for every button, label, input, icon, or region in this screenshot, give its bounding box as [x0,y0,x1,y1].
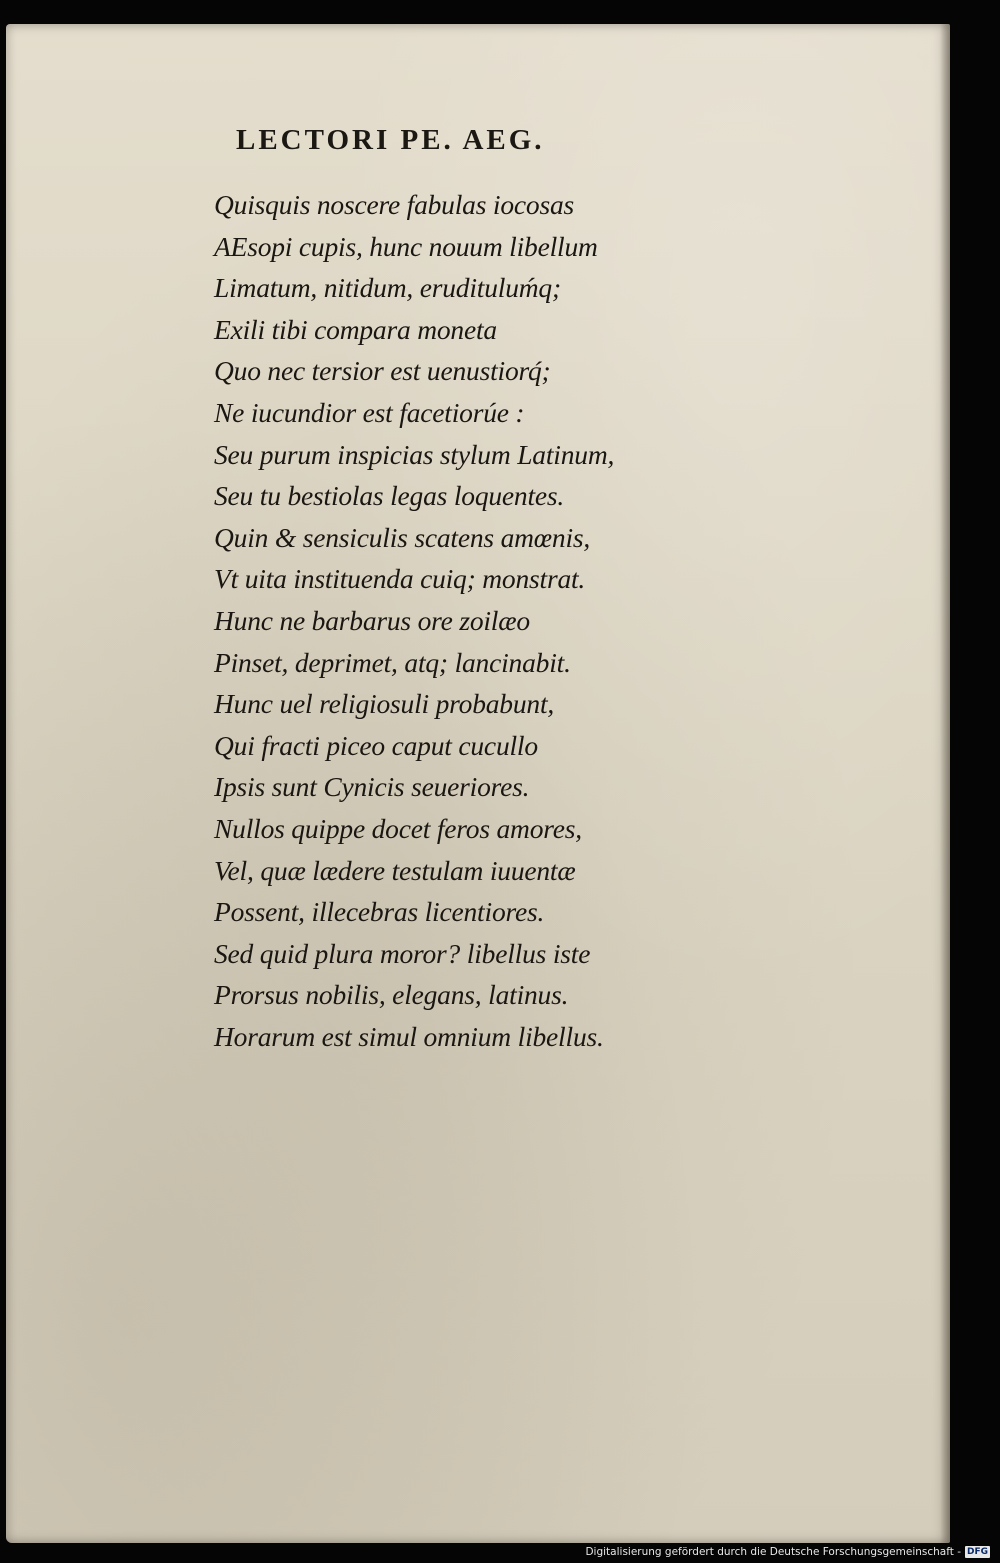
verse-line: AEsopi cupis, hunc nouum libellum [214,230,598,262]
digitization-credit [585,1545,990,1559]
verse-line: Ipsis sunt Cynicis seueriores. [214,771,530,803]
verse-line: Hunc uel religiosuli probabunt, [214,688,555,720]
book-page [6,24,950,1543]
page-edge-shadow [940,24,950,1543]
verse-line: Seu tu bestiolas legas loquentes. [214,480,565,512]
verse-line: Nullos quippe docet feros amores, [214,812,582,844]
verse-line: Exili tibi compara moneta [214,313,497,345]
verse-line: Vt uita instituenda cuiq; monstrat. [214,563,586,595]
verse-line: Prorsus nobilis, elegans, latinus. [214,979,569,1011]
credit-text: Digitalisierung gefördert durch die Deutsche Forschungsgemeinschaft - [585,1546,961,1558]
verse-line: Seu purum inspicias stylum Latinum, [214,438,615,470]
verse-line: Pinset, deprimet, atq; lancinabit. [214,646,571,678]
verse-line: Horarum est simul omnium libellus. [214,1020,604,1052]
dfg-logo-icon: DFG [966,1547,988,1557]
verse-line: Possent, illecebras licentiores. [214,896,545,928]
verse-line: Qui fracti piceo caput cucullo [214,729,538,761]
verse-line: Hunc ne barbarus ore zoilæo [214,604,530,636]
page-heading: LECTORI PE. AEG. [236,124,545,156]
verse-line: Quo nec tersior est uenustiorq́; [214,355,551,387]
verse-block [214,184,614,1057]
verse-line: Quisquis noscere fabulas iocosas [214,189,575,220]
verse-line: Quin & sensiculis scatens amœnis, [214,521,591,553]
verse-line: Limatum, nitidum, erudituluḿq; [214,272,561,304]
verse-line: Ne iucundior est facetiorúe : [214,396,525,428]
verse-line: Vel, quæ lædere testulam iuuentæ [214,854,576,886]
verse-line: Sed quid plura moror? libellus iste [214,937,591,969]
